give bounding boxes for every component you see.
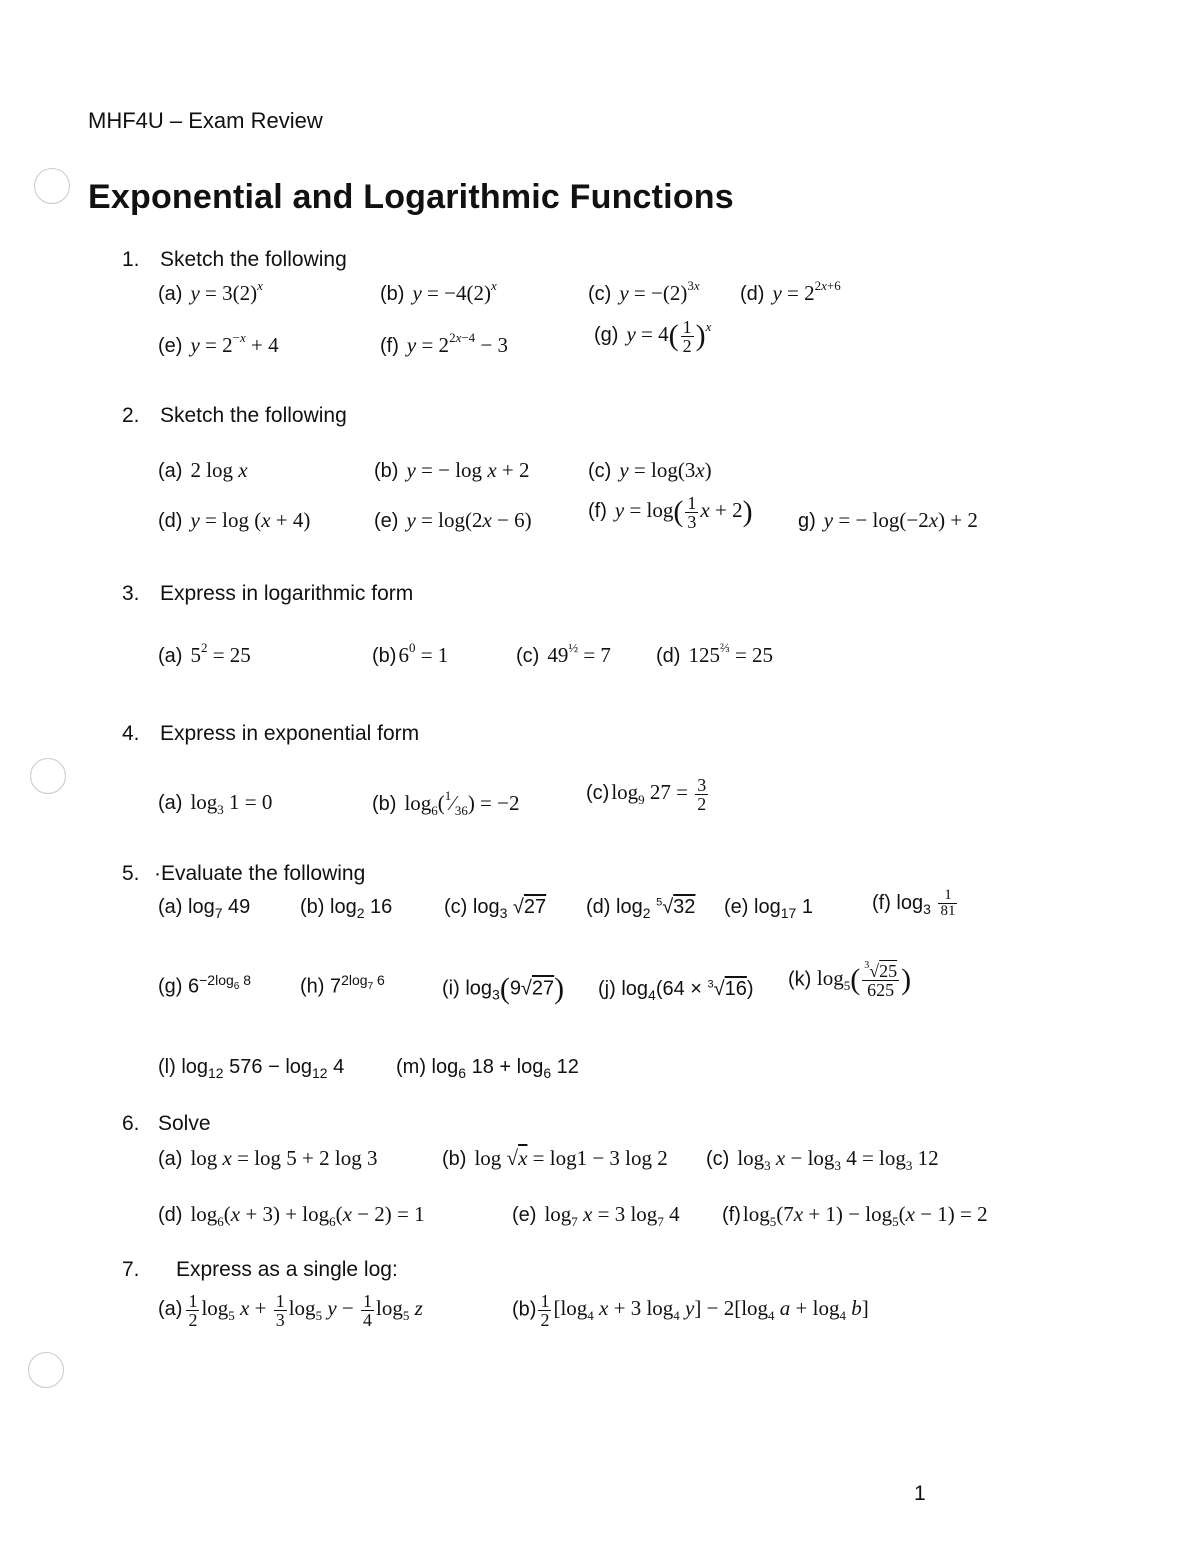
q1-f: (f) $y = 2^{2x-4} - 3$ [380,330,509,357]
q1-e: (e) $y = 2^{-x} + 4$ [158,330,279,357]
q5-l: (l) $\log_{12} 576 - \log_{12} 4$ [158,1056,345,1081]
q6-b: (b) log √x = log1 − 3 log 2 [442,1146,668,1170]
q1-c: (c) $y = -(2)^{3x}$ [588,278,700,305]
q3-a: (a) $5^2 = 25$ [158,640,251,667]
q5-m: (m) $\log_6 18 + \log_6 12$ [396,1056,579,1081]
q5-k: (k) $\log_5$( $\frac{^3√25}{625}$ ) [788,960,912,1000]
q7-number: 7. [122,1258,140,1281]
q3-b: $(b)6^0 = 1$ [372,640,449,667]
q2-number: 2. [122,404,140,427]
punch-hole-bottom [28,1352,64,1388]
course-header: MHF4U – Exam Review [88,108,323,133]
q3-d: (d) $125^{\frac{2}{3}} = 25$ [656,640,774,667]
q5-text: ·Evaluate the following [154,862,366,885]
q6-number: 6. [122,1112,140,1135]
q5-a: (a) $\log_7 49$ [158,896,251,921]
q6-d: (d) $\log_6(x + 3) + \log_6(x - 2) = 1$ [158,1202,425,1230]
q2-f: (f) y = log( $\frac{1}{3}$ x + 2) [588,493,753,532]
q6-c: (c) $\log_3 x - \log_3 4 = \log_3 12$ [706,1146,939,1174]
q5-f: (f) $\log_3$ $\frac{1}{81}$ [872,887,956,919]
q5-number: 5. [122,862,140,885]
q2-a: (a) 2 log x [158,458,248,482]
q4-c: $(c)\log_9$ 27 = $\frac{3}{2}$ [586,775,707,814]
q2-e: (e) y = log(2x − 6) [374,508,532,532]
q5-c: (c) $\log_3 √27$ [444,896,547,921]
q7-a: (a) $\frac{1}{2}$ $\log_5 x$ + $\frac{1}{3}$ $\log_5 y$ − $\frac{1}{4}$ $\log_5 z$ [158,1291,423,1330]
q2-text: Sketch the following [160,404,347,427]
q5-j: (j) $\log_4(64 \times ^3√16)$ [598,978,754,1003]
page-number: 1 [914,1482,926,1505]
q5-b: (b) $\log_2 16$ [300,896,393,921]
q5-e: (e) $\log_{17} 1$ [724,896,813,921]
q4-text: Express in exponential form [160,722,420,745]
page-title: Exponential and Logarithmic Functions [88,178,734,216]
q1-a: (a) $y = 3(2)^x$ [158,278,263,305]
punch-hole-top [34,168,70,204]
q1-d: (d) $y = 2^{2x+6}$ [740,278,841,305]
q4-number: 4. [122,722,140,745]
q6-f: $(f)\log_5(7x + 1) - \log_5(x - 1) = 2$ [722,1202,988,1230]
q4-a: (a) $\log_3 1 = 0$ [158,790,273,818]
q7-text: Express as a single log: [176,1258,398,1281]
q2-b: (b) y = − log x + 2 [374,458,530,482]
q3-c: (c) $49^{\frac{1}{2}} = 7$ [516,640,611,667]
q4-b: (b) $\log_6(^1⁄_{36}) = -2$ [372,788,520,819]
q6-e: (e) $\log_7 x = 3$ $\log_7 4$ [512,1202,680,1230]
q5-i: (i) $\log_3(9√27)$ [442,972,565,1005]
q5-d: (d) $\log_2 ^5√32$ [586,896,696,921]
q1-g: (g) y = 4( $\frac{1}{2}$ )$^x$ [594,317,712,356]
q3-text: Express in logarithmic form [160,582,414,605]
q1-text: Sketch the following [160,248,347,271]
q1-number: 1. [122,248,140,271]
q5-g: (g) $6^{-2log_6 8}$ [158,972,252,998]
q5-h: (h) $7^{2log_7 6}$ [300,972,385,998]
q6-text: Solve [158,1112,211,1135]
q7-b: (b) $\frac{1}{2}$ [$\log_4$ x + 3 $\log_4 y] - 2[\log_4$ $a + \log_4 b$] [512,1291,869,1330]
q2-d: (d) y = log (x + 4) [158,508,311,532]
q2-c: (c) y = log(3x) [588,458,712,482]
q2-g: g) y = − log(−2x) + 2 [798,508,978,532]
q1-b: (b) $y = -4(2)^x$ [380,278,497,305]
q6-a: (a) log x = log 5 + 2 log 3 [158,1146,378,1170]
punch-hole-middle [30,758,66,794]
q3-number: 3. [122,582,140,605]
